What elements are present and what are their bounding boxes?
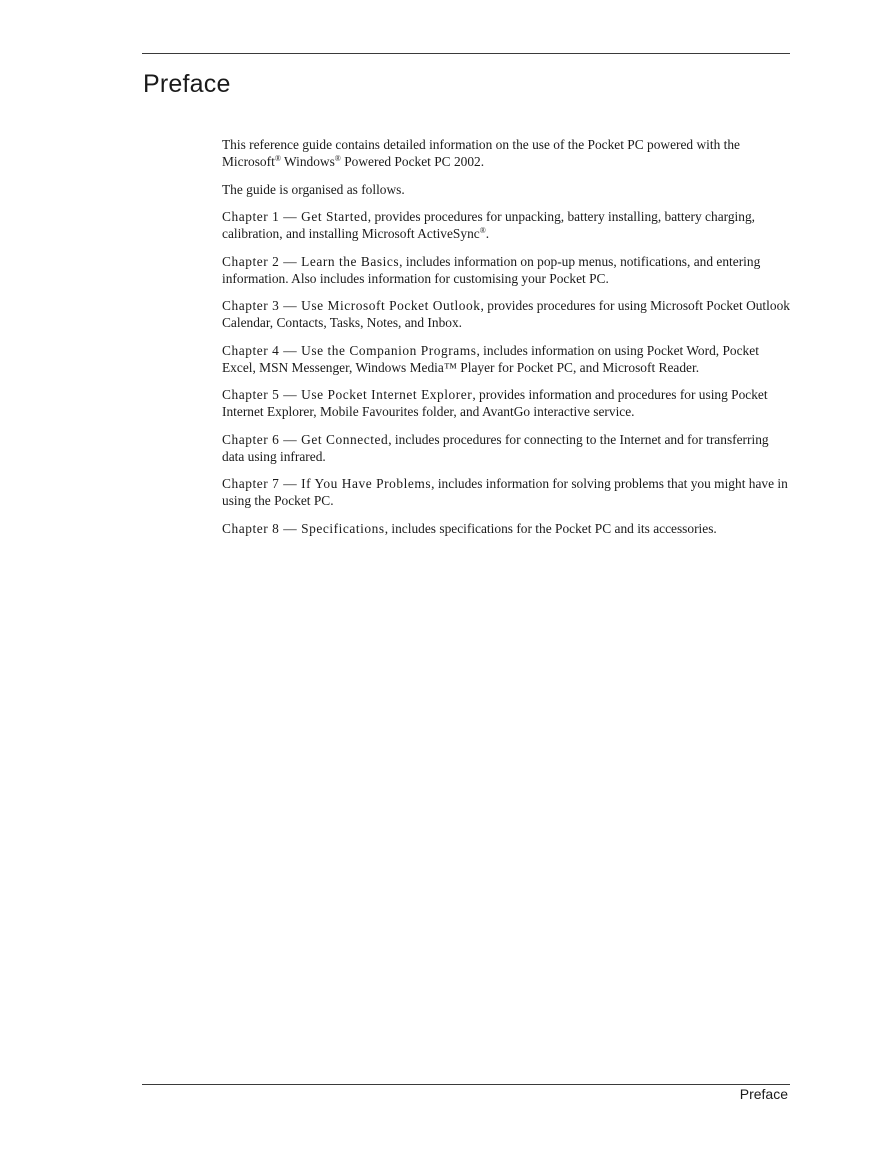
chapter-1-label: Chapter 1 — Get Started [222, 209, 368, 224]
organisation-paragraph: The guide is organised as follows. [222, 181, 405, 197]
footer-rule [142, 1084, 790, 1085]
chapter-4-paragraph [222, 342, 792, 376]
chapter-5-text: , provides information and procedures for using Pocket Internet Explorer, Mobile Favourites folder, and AvantGo interactive service. [222, 387, 768, 419]
chapter-6-text: , includes procedures for connecting to the Internet and for transferring data using infrared. [222, 431, 769, 464]
chapter-2-paragraph [222, 253, 792, 287]
chapter-3-paragraph [222, 297, 792, 331]
chapter-7-paragraph [222, 475, 792, 509]
chapter-2-label: Chapter 2 — Learn the Basics [222, 253, 400, 269]
chapter-6-label: Chapter 6 — Get Connected [222, 431, 389, 447]
chapter-4-text: , includes information on using Pocket Word, Pocket Excel, MSN Messenger, Windows Media™ Player for Pocket PC, and Microsoft Reader. [222, 342, 759, 375]
registered-mark: ® [334, 154, 341, 163]
chapter-1-paragraph [222, 208, 792, 242]
chapter-4-label: Chapter 4 — Use the Companion Programs [222, 342, 477, 358]
chapter-7-text: , includes information for solving problems that you might have in using the Pocket PC. [222, 476, 788, 508]
footer-section-label: Preface [739, 1086, 788, 1102]
chapter-8-paragraph [222, 520, 792, 537]
page-title: Preface [143, 70, 231, 98]
registered-mark: ® [274, 154, 281, 163]
chapter-3-text: , provides procedures for using Microsoft Pocket Outlook Calendar, Contacts, Tasks, Notes, and Inbox. [222, 298, 790, 330]
chapter-3-label: Chapter 3 — Use Microsoft Pocket Outlook [222, 298, 481, 313]
chapter-6-paragraph [222, 431, 792, 465]
intro-text-end: Powered Pocket PC 2002. [340, 154, 485, 169]
chapter-5-paragraph [222, 386, 792, 420]
intro-text-windows: Windows [280, 154, 335, 169]
chapter-1-text: , provides procedures for unpacking, battery installing, battery charging, calibration, and installing Microsoft ActiveSync [222, 209, 756, 241]
chapter-8-text: , includes specifications for the Pocket PC and its accessories. [384, 520, 717, 536]
chapter-8-label: Chapter 8 — Specifications [222, 520, 385, 536]
chapter-5-label: Chapter 5 — Use Pocket Internet Explorer [222, 387, 473, 402]
preface-body [222, 136, 792, 547]
header-rule [142, 53, 790, 54]
registered-mark: ® [479, 226, 486, 235]
intro-paragraph [222, 136, 792, 170]
chapter-1-end: . [485, 226, 490, 241]
chapter-7-label: Chapter 7 — If You Have Problems [222, 476, 432, 491]
chapter-2-text: , includes information on pop-up menus, notifications, and entering information. Also includes information for customising your Pocket PC. [222, 253, 761, 286]
intro-text: This reference guide contains detailed information on the use of the Pocket PC powered with the Microsoft [222, 137, 740, 169]
